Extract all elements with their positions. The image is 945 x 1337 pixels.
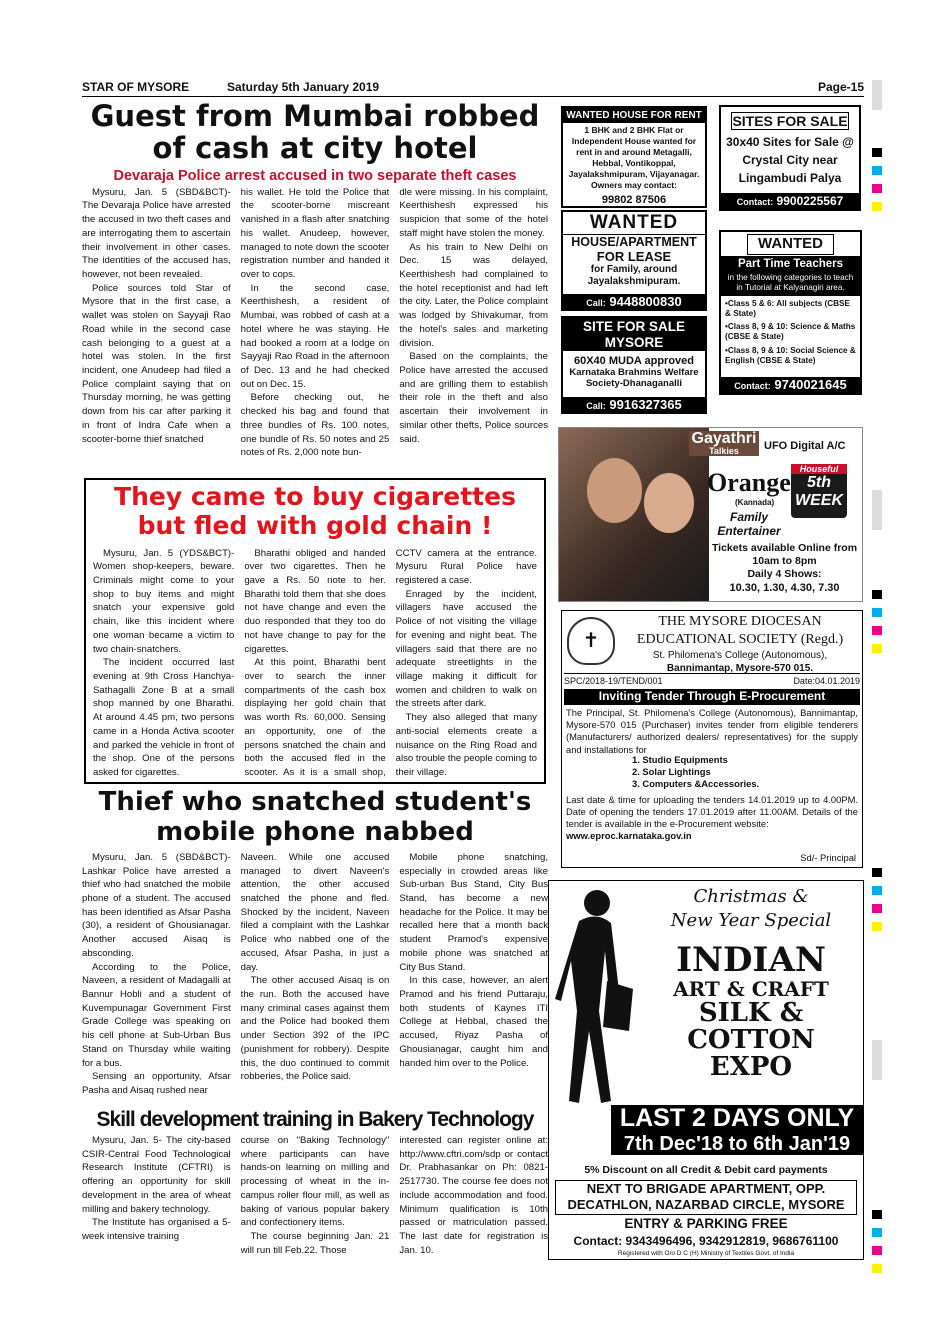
actress-face [644,473,694,533]
tender-item: 3. Computers &Accessories. [632,778,760,790]
college-name: St. Philomena's College (Autonomous), [652,650,828,662]
ad-contact-bar [563,397,705,412]
week-label: 5th WEEK [795,474,843,509]
ad-site-mysore [561,316,707,414]
theatre-name [689,431,759,456]
color-registration-bar [872,590,882,653]
tender-ref: SPC/2018-19/TEND/001 [564,676,663,686]
teacher-category: •Class 8, 9 & 10: Science & Maths (CBSE & State) [725,322,856,342]
tender-heading: Inviting Tender Through E-Procurement [564,689,860,705]
masthead [82,79,864,97]
tender-website: www.eproc.karnataka.gov.in [566,830,692,841]
talkies-label: Talkies [709,446,739,456]
ufo-label: UFO Digital A/C [764,440,846,452]
expo-venue: NEXT TO BRIGADE APARTMENT, OPP. DECATHLON, NAZARBAD CIRCLE, MYSORE [555,1180,857,1215]
paragraph: Naveen. While one accused managed to divert Naveen's attention, the other accused snatched the phone and fled. Shocked by the incident, Naveen filed a complaint with the Lashkar Police who nabbed one of the accused, Afsar Pasha, in just a day. [240,851,390,973]
column-3 [399,851,548,1099]
movie-language: (Kannada) [735,498,775,507]
ad-teachers-wanted [719,230,862,395]
movie-title: Orange [707,468,791,497]
subheadline: Devaraja Police arrest accused in two separate theft cases [113,167,517,184]
column-2 [241,186,390,466]
paragraph: The other accused Aisaq is on the run. Both the accused have many criminal cases against them and the Police had booked them under Section 392 of the IPC (punishment for robbery). Despite this, the duo continued to commit robberies, the Police said. [240,975,390,1083]
tender-signature: Sd/- Principal [800,852,856,863]
college-address: Bannimantap, Mysore-570 015. [666,663,814,675]
expo-last-days: LAST 2 DAYS ONLY [619,1104,855,1132]
ad-title: SITES FOR SALE [732,113,848,129]
paragraph: dle were missing. In his complaint, Keerthishesh expressed his suspicion that some of the hotel staff might have stolen the money. [399,186,549,239]
paragraph: Based on the complaints, the Police have arrested the accused and are grilling them to establish their role in the theft and also ascertain their involvement in similar other thefts, Police sources said. [399,351,549,445]
expo-title: INDIAN [676,940,826,980]
paragraph: Mysuru, Jan. 5 (SBD&BCT)- Lashkar Police have arrested a thief who had snatched the mobile phone of a student. The accused has been identified as Afsar Pasha (30), a resident of Ghousianagar. Another accused Aisaq is absconding. [82,851,231,959]
shopper-silhouette-icon [549,881,639,1111]
column-1 [82,1134,231,1262]
tender-item: 2. Solar Lightings [632,766,711,778]
ad-line: FOR LEASE [596,249,672,264]
ad-phone: 9448800830 [609,294,682,309]
ad-body: Karnataka Brahmins Welfare Society-Dhanaganalli [569,367,699,390]
expo-title: COTTON [687,1024,815,1055]
column-2 [241,851,390,1099]
ad-house-lease [561,210,707,311]
gray-registration-block [872,80,882,110]
paragraph: The course beginning Jan. 21 will run till Feb.22. Those [240,1231,390,1256]
teacher-category: •Class 5 & 6: All subjects (CBSE & State) [725,298,850,318]
ad-contact-bar [721,193,859,209]
ad-body: 1 BHK and 2 BHK Flat or Independent House wanted for rent in and around Metagalli, Hebbal, Vontikoppal, Jayalakshmipuram, Vijayanagar. Owners may contact: [568,125,700,191]
ad-body: 30x40 Sites for Sale @ Crystal City near Lingambudi Palya [726,135,854,185]
headline: Skill development training in Bakery Technology [96,1108,534,1131]
tender-date: Date:04.01.2019 [793,676,860,686]
column-2 [244,547,385,779]
headline-line-2: mobile phone nabbed [156,816,474,847]
ad-contact-bar [563,294,705,309]
expo-title: EXPO [709,1052,793,1083]
ad-tender-notice [561,610,863,868]
gray-registration-block [872,490,882,530]
headline-line-2: of cash at city hotel [152,131,478,166]
ad-title [563,318,705,351]
column-3 [396,547,537,779]
color-registration-bar [872,1210,882,1273]
paragraph: The incident occurred last evening at 9th Cross Hanchya-Sathagalli Zone B at a small shop manned by one Bharathi. At around 4.45 pm, two persons came in a Honda Activa scooter and parked the vehicle in front of the shop. One of the persons asked for cigarettes. [93,657,235,778]
ad-phone: 9740021645 [774,376,847,392]
paragraph: According to the Police, Naveen, a resident of Madagalli at Bannur Hobli and a student of Kuvempunagar Government First Grade College was speaking on his cell phone at Sub-Urban Bus Stand on Thursday while waiting for a bus. [82,961,231,1069]
issue-date: Saturday 5th January 2019 [227,80,380,94]
houseful-badge [791,464,847,518]
article-guest-robbed [82,100,548,466]
article-body [82,851,548,1099]
teacher-category: •Class 8, 9 & 10: Social Science & English (CBSE & State) [725,345,856,365]
paper-name: STAR OF MYSORE [82,80,190,94]
expo-title: ART & CRAFT [673,976,829,1001]
ad-line: HOUSE/APARTMENT [571,235,697,249]
ad-wanted-house-rent [561,106,707,208]
contact-label: Call: [586,401,606,411]
column-3 [399,186,548,466]
paragraph: course on "Baking Technology" where participants can have hands-on learning on milling and processing of wheat in the in-campus roller flour mill, as well as baking of various popular bakery and confectionery items. [240,1135,390,1229]
color-registration-bar [872,148,882,211]
headline-line-2: but fled with gold chain ! [137,510,493,540]
column-2 [241,1134,390,1262]
ad-title-line: MYSORE [604,334,664,350]
paragraph: Enraged by the incident, villagers have accused the Police of not visiting the village for evening and night beat. The villagers said that there are no adequate streetlights in the village making it difficult for women and children to walk on the streets after dark. [395,588,537,710]
paragraph: Before checking out, he checked his bag and found that three bundles of Rs. 100 notes, one bundle of Rs. 50 notes and 25 notes of Rs. 2,000 note bun- [240,392,390,459]
ad-title: WANTED [747,234,834,255]
paragraph: In this case, however, an alert Pramod and his friend Puttaraju, both students of Kaynes ITI College at Hebbal, chased the accused, Riyaz Pasha of Ghousianagar, caught him and handed him over to the Police. [399,975,549,1069]
ad-sites-for-sale [719,105,861,211]
paragraph: his wallet. He told the Police that the scooter-borne miscreant vanished in a flash after snatching his wallet. Anudeep, however, managed to note down the scooter registration number and handed it over to cops. [240,186,390,280]
paragraph: interested can register online at: http://www.cftri.com/sdp or contact Dr. Prabhasankar on Ph: 0821-2517730. The course fee does not include accommodation and food. Minimum qualification is 10th passed or matriculation passed. The last date for registration is Jan. 10. [399,1135,549,1256]
column-1 [93,547,234,779]
movie-tagline: Family Entertainer [717,510,781,539]
shows-label: Daily 4 Shows: [747,568,822,580]
expo-line: Christmas & [693,886,809,907]
paragraph: Mysuru, Jan. 5 (YDS&BCT)- Women shop-keepers, beware. Criminals might come to your shop to buy items and might snatch your expensive gold chain, like this incident where one woman became a victim to two chain-snatchers. [93,547,235,655]
ad-subtitle: Part Time Teachers [721,256,860,272]
article-bakery-training [82,1108,548,1262]
ad-phone: 99802 87506 [601,194,667,207]
contact-label: Call: [586,298,606,308]
article-body [93,547,537,779]
org-name: THE MYSORE DIOCESAN [658,614,822,629]
org-name: EDUCATIONAL SOCIETY (Regd.) [636,632,844,648]
contact-label: Contact: [734,380,771,391]
paragraph: Police sources told Star of Mysore that in the first case, a wallet was stolen on Sayyaji Rao Road while in the second case cash belonging to a guest at a hotel was stolen. In the first incident, one Anudeep had filed a Police complaint saying that on Thursday morning, he was getting down from his car after parking it in front of Indra Cafe when a scooter-borne thief snatched [82,282,231,445]
ticket-info: Tickets available Online from 10am to 8pm [711,542,858,567]
paragraph: Mysuru, Jan. 5- The city-based CSIR-Central Food Technological Research Institute (CFTRI) is offering an opportunity for skill development in the area of wheat milling and bakery technology. [82,1135,231,1215]
article-body [82,186,548,466]
gray-registration-block [872,1040,882,1080]
ad-title-line: SITE FOR SALE [582,319,685,334]
expo-discount: 5% Discount on all Credit & Debit card payments [584,1164,828,1176]
column-1 [82,851,231,1099]
ad-body: 60X40 MUDA approved [573,355,695,368]
paragraph: The Institute has organised a 5-week intensive training [82,1217,231,1243]
paragraph: They also alleged that many anti-social elements create a nuisance on the Ring Road and also trouble the people coming to their village. [395,712,537,778]
ad-title: WANTED HOUSE FOR RENT [563,108,705,123]
tender-item: 1. Studio Equipments [632,754,728,765]
ad-phone: 9900225567 [776,194,844,208]
paragraph: Mobile phone snatching, especially in crowded areas like Sub-urban Bus Stand, City Bus Stand, has become a new headache for the Police. It may be recalled here that a month back student Pramod's expensive mobile phone was snatched at City Bus Stand. [399,851,549,973]
movie-poster-image [559,428,709,602]
expo-registration: Registered with O/o D C (H) Ministry of Textiles Govt. of India [617,1250,795,1257]
theatre-label: Gayathri [691,430,757,447]
expo-dates: 7th Dec'18 to 6th Jan'19 [623,1132,851,1155]
ad-intro: in the following categories to teach in Tutorial at Kalyanagiri area. [721,272,860,296]
color-registration-bar [872,868,882,931]
tender-dates: Last date & time for uploading the tenders 14.01.2019 up to 4.00PM. Date of opening the tenders 17.01.2019 after 11.00AM. Details of the tender is available in the e-Procurement website: [566,794,858,830]
headline-line-1: Guest from Mumbai robbed [90,99,540,133]
paragraph: At this point, Bharathi bent over to search the inner compartments of the cash box displaying her gold chain that was worth Rs. 60,000. Sensing an opportunity, one of the persons snatched the chain and both the accused fled in the scooter. As it is a small shop, [244,657,386,778]
paragraph: In the second case, Keerthishesh, a resident of Mumbai, was robbed of cash at a hotel where he was staying. He had booked a room at a lodge on Sayyaji Rao Road in the afternoon of Dec. 13 and he had checked out on Dec. 15. [240,282,390,390]
expo-line: New Year Special [670,910,832,932]
ad-contact-bar [721,377,860,393]
college-crest-icon: ✝ [567,617,615,665]
article-body [82,1134,548,1262]
houseful-label: Houseful [791,464,847,474]
article-gold-chain [84,478,546,784]
ad-movie-orange [558,427,863,602]
expo-entry: ENTRY & PARKING FREE [624,1216,788,1231]
paragraph: Sensing an opportunity, Afsar Pasha and Aisaq rushed near [82,1071,231,1096]
tender-body: The Principal, St. Philomena's College (Autonomous), Bannimantap, Mysore-570 015 (Purchaser) invites tender from eligible tenderers (Manufacturers/ authorized dealers/ representatives) for the supply and installations for [566,707,858,755]
ad-phone: 9916327365 [609,397,682,412]
paragraph: As his train to New Delhi on Dec. 15 was delayed, Keerthishesh had complained to the hotel receptionist and had left the city. Later, the Police complaint was lodged by Shivakumar, from the hotel's sales and marketing division. [399,241,549,349]
article-phone-thief [82,788,548,1099]
ad-expo [548,880,864,1260]
paragraph: Mysuru, Jan. 5 (SBD&BCT)- The Devaraja Police have arrested the accused in two theft cases and are interrogating them to ascertain their involvement in other cases. The identities of the accused has, however, not been revealed. [82,186,231,280]
ad-line: for Family, around Jayalakshmipuram. [587,264,681,287]
paragraph: CCTV camera at the entrance. Mysuru Rural Police have registered a case. [395,547,537,586]
expo-last-days-banner [611,1105,863,1155]
show-times: 10.30, 1.30, 4.30, 7.30 [729,582,840,594]
expo-contact: Contact: 9343496496, 9342912819, 9686761100 [573,1234,839,1248]
page-number: Page-15 [817,80,864,94]
expo-title: SILK & [698,997,804,1028]
headline-line-1: Thief who snatched student's [98,787,532,817]
paragraph: Bharathi obliged and handed over two cigarettes. Then he gave a Rs. 50 note to her. Bharathi told them that she does not have change and even the duo responded that they too do not have change to pay for the cigarettes. [244,547,386,655]
contact-label: Contact: [736,197,774,207]
actor-face [587,458,642,523]
headline-line-1: They came to buy cigarettes [114,482,516,511]
ad-title: WANTED [563,212,705,235]
tender-ref-row [564,673,860,688]
column-1 [82,186,231,466]
column-3 [399,1134,548,1262]
